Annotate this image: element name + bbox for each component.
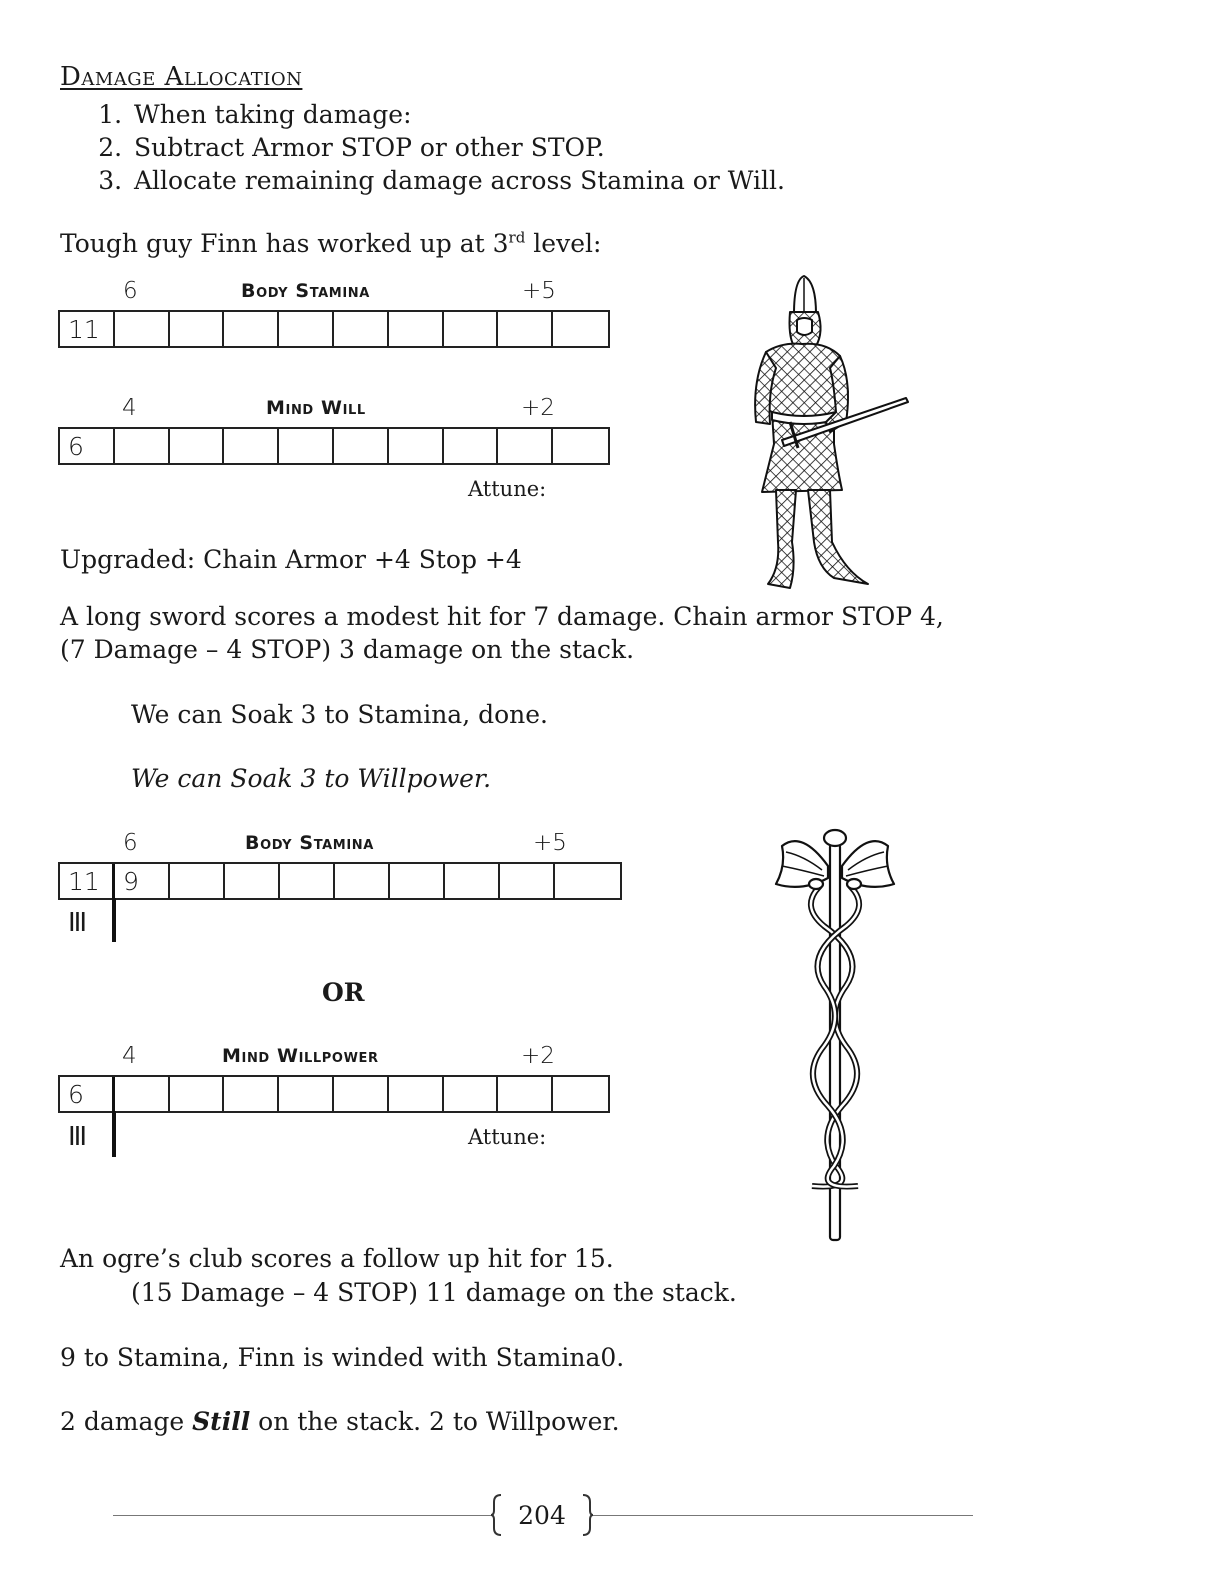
body-right-note: +5 bbox=[522, 278, 556, 304]
track-cell bbox=[170, 429, 225, 463]
example2-line-1: An ogre’s club scores a follow up hit for 15. bbox=[60, 1244, 614, 1273]
track-cell bbox=[555, 864, 617, 898]
right-brace-icon bbox=[582, 1494, 594, 1536]
step-item: 2. Subtract Armor STOP or other STOP. bbox=[130, 131, 785, 164]
soak-divider bbox=[112, 898, 116, 942]
footer-rule-right bbox=[592, 1515, 973, 1516]
upgraded-line: Upgraded: Chain Armor +4 Stop +4 bbox=[60, 545, 522, 574]
track-cell bbox=[390, 864, 445, 898]
example1-line-2: (7 Damage – 4 STOP) 3 damage on the stack. bbox=[60, 635, 635, 664]
footer-rule-left bbox=[113, 1515, 493, 1516]
track-cell bbox=[498, 312, 553, 346]
example1-line-1: A long sword scores a modest hit for 7 damage. Chain armor STOP 4, bbox=[60, 602, 944, 631]
step-item: 3. Allocate remaining damage across Stamina or Will. bbox=[130, 164, 785, 197]
track-cell bbox=[279, 1077, 334, 1111]
track-cell bbox=[279, 429, 334, 463]
track-cell bbox=[115, 1077, 170, 1111]
track-cell bbox=[225, 864, 280, 898]
body-stamina-title: Body Stamina bbox=[241, 280, 370, 302]
track-cell bbox=[334, 429, 389, 463]
track-cell bbox=[444, 429, 499, 463]
mind2-right-note: +2 bbox=[521, 1043, 555, 1069]
track-cell bbox=[170, 864, 225, 898]
track-cell bbox=[498, 429, 553, 463]
caduceus-illustration bbox=[772, 826, 902, 1246]
body2-left-note: 6 bbox=[123, 830, 138, 856]
mind2-willpower-track bbox=[58, 1075, 610, 1113]
track-cell bbox=[553, 429, 608, 463]
soak-divider bbox=[112, 1111, 116, 1157]
option-willpower: We can Soak 3 to Willpower. bbox=[131, 764, 492, 793]
track-cell: 11 bbox=[60, 864, 115, 898]
or-label: OR bbox=[322, 978, 365, 1007]
track-cell bbox=[335, 864, 390, 898]
track-cell bbox=[170, 312, 225, 346]
body2-right-note: +5 bbox=[533, 830, 567, 856]
track-cell bbox=[498, 1077, 553, 1111]
track-cell bbox=[224, 312, 279, 346]
result-stamina-line: 9 to Stamina, Finn is winded with Stamina0. bbox=[60, 1343, 625, 1372]
body2-stamina-title: Body Stamina bbox=[245, 832, 374, 854]
track-cell bbox=[115, 312, 170, 346]
track-cell bbox=[444, 1077, 499, 1111]
track-cell bbox=[500, 864, 555, 898]
track-cell bbox=[334, 312, 389, 346]
track-cell bbox=[553, 1077, 608, 1111]
intro-line: Tough guy Finn has worked up at 3rd level: bbox=[60, 228, 602, 258]
body-stamina-track bbox=[58, 310, 610, 348]
section-title: Damage Allocation bbox=[60, 62, 303, 92]
attune-label: Attune: bbox=[468, 477, 547, 501]
soak-tally: III bbox=[68, 1122, 86, 1152]
damage-steps-list bbox=[62, 98, 785, 197]
track-cell: 9 bbox=[115, 864, 170, 898]
body-left-note: 6 bbox=[123, 278, 138, 304]
track-cell bbox=[279, 312, 334, 346]
track-cell bbox=[389, 429, 444, 463]
track-cell: 6 bbox=[60, 429, 115, 463]
knight-with-sword-illustration bbox=[742, 272, 912, 590]
mind2-willpower-title: Mind Willpower bbox=[222, 1045, 379, 1067]
mind-left-note: 4 bbox=[122, 395, 137, 421]
track-cell bbox=[444, 312, 499, 346]
result-willpower-line: 2 damage Still on the stack. 2 to Willpower. bbox=[60, 1407, 620, 1436]
step-item: 1. When taking damage: bbox=[130, 98, 785, 131]
track-cell bbox=[170, 1077, 225, 1111]
track-cell bbox=[389, 1077, 444, 1111]
mind-will-title: Mind Will bbox=[266, 397, 366, 419]
example2-line-2: (15 Damage – 4 STOP) 11 damage on the stack. bbox=[131, 1278, 737, 1307]
track-cell bbox=[445, 864, 500, 898]
track-cell bbox=[553, 312, 608, 346]
track-cell bbox=[389, 312, 444, 346]
track-cell bbox=[115, 429, 170, 463]
mind2-left-note: 4 bbox=[122, 1043, 137, 1069]
option-stamina: We can Soak 3 to Stamina, done. bbox=[131, 700, 549, 729]
mind-right-note: +2 bbox=[521, 395, 555, 421]
mind-will-track bbox=[58, 427, 610, 465]
body2-stamina-track bbox=[58, 862, 622, 900]
track-cell bbox=[280, 864, 335, 898]
track-cell: 11 bbox=[60, 312, 115, 346]
track-cell bbox=[334, 1077, 389, 1111]
soak-tally: III bbox=[68, 908, 86, 938]
page-number: 204 bbox=[518, 1500, 566, 1530]
attune-label: Attune: bbox=[468, 1125, 547, 1149]
track-cell bbox=[224, 429, 279, 463]
track-cell: 6 bbox=[60, 1077, 115, 1111]
track-cell bbox=[224, 1077, 279, 1111]
